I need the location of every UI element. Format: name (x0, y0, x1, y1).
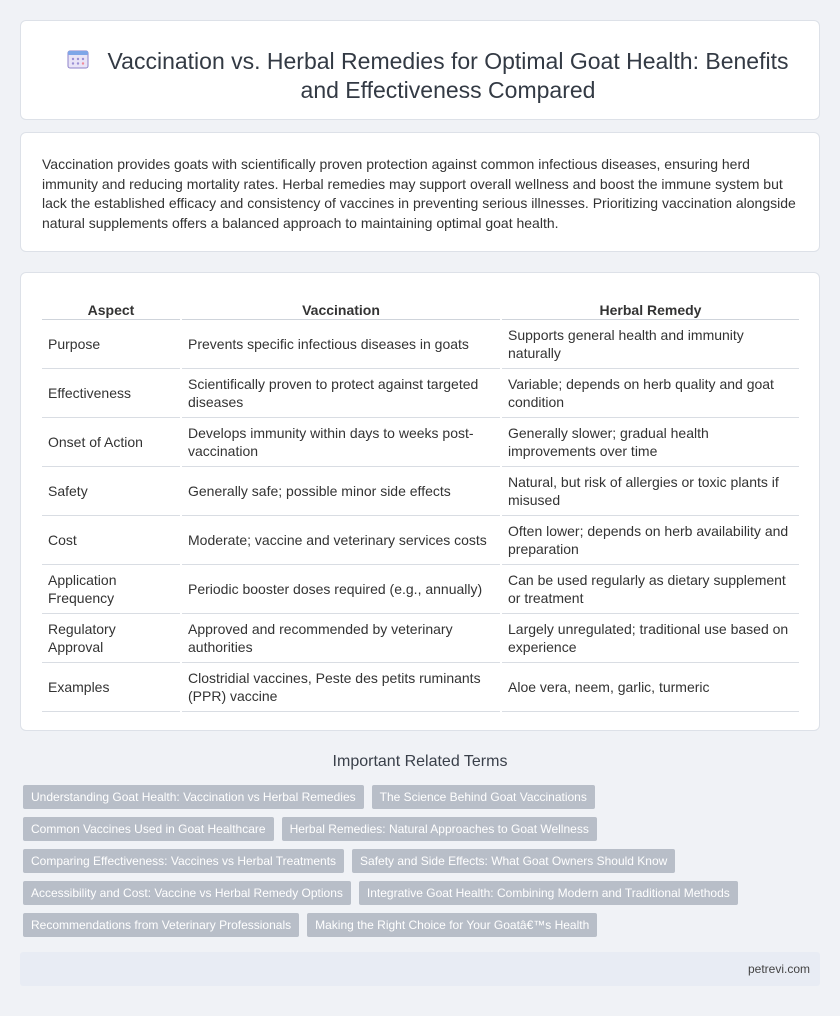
cell-herbal: Can be used regularly as dietary supplement or treatment (501, 564, 799, 613)
related-term-tag[interactable]: The Science Behind Goat Vaccinations (372, 785, 595, 809)
title-card (20, 20, 820, 120)
header-aspect: Aspect (42, 295, 181, 319)
cell-herbal: Supports general health and immunity naturally (501, 319, 799, 368)
cell-herbal: Largely unregulated; traditional use based on experience (501, 613, 799, 662)
related-terms-list (23, 785, 823, 945)
summary-card (20, 132, 820, 252)
table-row (42, 515, 799, 564)
table-row (42, 466, 799, 515)
table-row (42, 613, 799, 662)
cell-vaccination: Scientifically proven to protect against targeted diseases (181, 368, 501, 417)
cell-aspect: Examples (42, 662, 181, 711)
tag-row (23, 881, 823, 905)
table-header-row (42, 295, 799, 319)
table-row (42, 319, 799, 368)
calendar-grid-icon (67, 49, 89, 69)
table-row (42, 368, 799, 417)
related-term-tag[interactable]: Safety and Side Effects: What Goat Owners Should Know (352, 849, 675, 873)
tag-row (23, 817, 823, 841)
cell-vaccination: Clostridial vaccines, Peste des petits ruminants (PPR) vaccine (181, 662, 501, 711)
cell-vaccination: Periodic booster doses required (e.g., annually) (181, 564, 501, 613)
footer (20, 952, 820, 986)
cell-vaccination: Generally safe; possible minor side effects (181, 466, 501, 515)
cell-aspect: Effectiveness (42, 368, 181, 417)
cell-aspect: Safety (42, 466, 181, 515)
cell-aspect: Application Frequency (42, 564, 181, 613)
related-term-tag[interactable]: Integrative Goat Health: Combining Modern and Traditional Methods (359, 881, 738, 905)
table-row (42, 417, 799, 466)
related-term-tag[interactable]: Herbal Remedies: Natural Approaches to Goat Wellness (282, 817, 597, 841)
page-title: Vaccination vs. Herbal Remedies for Optimal Goat Health: Benefits and Effectiveness Compared (107, 48, 789, 103)
summary-text: Vaccination provides goats with scientifically proven protection against common infectious diseases, ensuring herd immunity and reducing mortality rates. Herbal remedies may support overall wellness and boost the immune system but lack the established efficacy and consistency of vaccines in preventing serious illnesses. Prioritizing vaccination alongside natural supplements offers a balanced approach to maintaining optimal goat health. (42, 156, 796, 231)
cell-herbal: Aloe vera, neem, garlic, turmeric (501, 662, 799, 711)
header-herbal-remedy: Herbal Remedy (501, 295, 799, 319)
cell-vaccination: Approved and recommended by veterinary authorities (181, 613, 501, 662)
related-term-tag[interactable]: Recommendations from Veterinary Professionals (23, 913, 299, 937)
header-vaccination: Vaccination (181, 295, 501, 319)
comparison-table (42, 295, 799, 712)
table-row (42, 564, 799, 613)
comparison-table-card (20, 272, 820, 731)
cell-vaccination: Moderate; vaccine and veterinary services costs (181, 515, 501, 564)
related-term-tag[interactable]: Comparing Effectiveness: Vaccines vs Herbal Treatments (23, 849, 344, 873)
cell-aspect: Onset of Action (42, 417, 181, 466)
cell-vaccination: Develops immunity within days to weeks post-vaccination (181, 417, 501, 466)
tag-row (23, 785, 823, 809)
cell-herbal: Generally slower; gradual health improvements over time (501, 417, 799, 466)
cell-herbal: Variable; depends on herb quality and goat condition (501, 368, 799, 417)
related-terms-heading: Important Related Terms (332, 753, 508, 770)
related-term-tag[interactable]: Accessibility and Cost: Vaccine vs Herbal Remedy Options (23, 881, 351, 905)
table-row (42, 662, 799, 711)
cell-vaccination: Prevents specific infectious diseases in goats (181, 319, 501, 368)
cell-herbal: Often lower; depends on herb availability and preparation (501, 515, 799, 564)
tag-row (23, 913, 823, 937)
related-term-tag[interactable]: Common Vaccines Used in Goat Healthcare (23, 817, 274, 841)
related-term-tag[interactable]: Understanding Goat Health: Vaccination vs Herbal Remedies (23, 785, 364, 809)
cell-aspect: Regulatory Approval (42, 613, 181, 662)
related-term-tag[interactable]: Making the Right Choice for Your Goatâ€™s Health (307, 913, 597, 937)
cell-aspect: Cost (42, 515, 181, 564)
footer-site-link[interactable]: petrevi.com (747, 962, 810, 976)
tag-row (23, 849, 823, 873)
cell-herbal: Natural, but risk of allergies or toxic plants if misused (501, 466, 799, 515)
cell-aspect: Purpose (42, 319, 181, 368)
